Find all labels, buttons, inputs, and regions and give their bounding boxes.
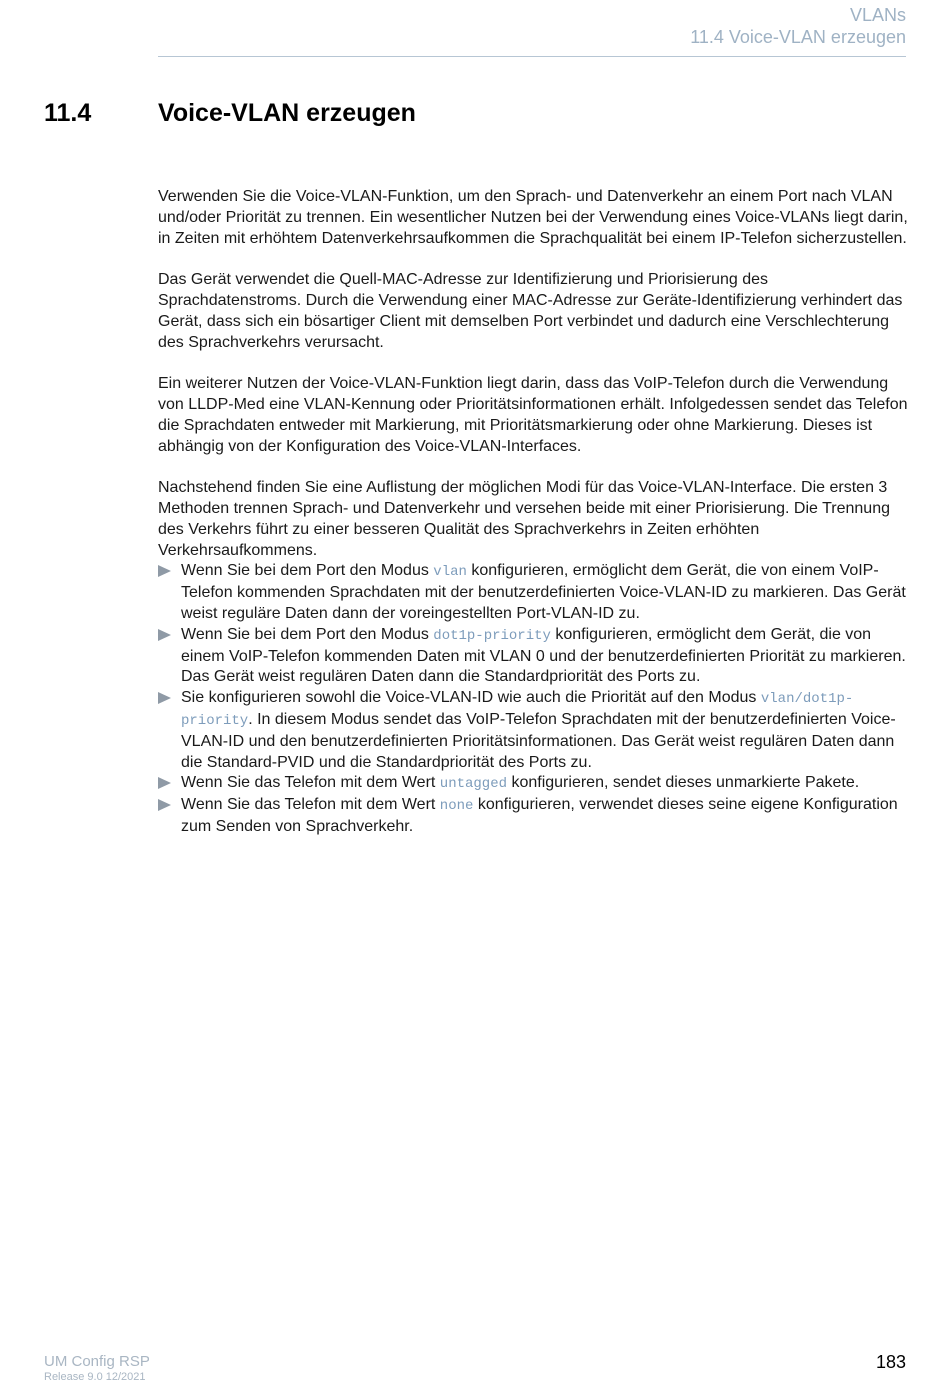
triangle-bullet-icon xyxy=(158,565,171,577)
code-term: untagged xyxy=(439,776,508,793)
footer-document-info xyxy=(44,1353,150,1384)
list-item xyxy=(158,773,908,795)
list-item-text: . In diesem Modus sendet das VoIP-Telefon Sprachdaten mit der benutzerdefinierten Voice-VLAN-ID und den benutzerdefinierten Prioritätsinformationen. Das Gerät weist regulären Daten dann die Standard-PVID und die Standardpriorität des Ports zu. xyxy=(181,710,896,771)
code-term: dot1p-priority xyxy=(433,627,551,644)
section-heading xyxy=(44,98,416,128)
section-number: 11.4 xyxy=(44,99,92,127)
list-item-text: konfigurieren, sendet dieses unmarkierte Pakete. xyxy=(507,774,860,792)
list-item-text: Wenn Sie das Telefon mit dem Wert xyxy=(181,796,440,814)
code-term: vlan xyxy=(433,564,467,581)
footer-release: Release 9.0 12/2021 xyxy=(44,1371,146,1383)
running-header xyxy=(690,4,906,48)
code-term: none xyxy=(439,798,474,815)
header-divider xyxy=(158,56,906,57)
list-item xyxy=(158,688,908,773)
list-item-text: konfigurieren, ermöglicht dem Gerät, die von einem VoIP-Telefon kommenden Sprachdaten mit der benutzerdefinierten Voice-VLAN-ID zu markieren. Das Gerät weist reguläre Daten dann der voreingestellten Port-VLAN-ID zu. xyxy=(181,562,906,622)
paragraph: Das Gerät verwendet die Quell-MAC-Adresse zur Identifizierung und Priorisierung des Sprachdatenstroms. Durch die Verwendung einer MAC-Adresse zur Geräte-Identifizierung verhindert das Gerät, dass sich ein bösartiger Client mit demselben Port verbindet und dadurch eine Verschlechterung des Sprachverkehrs verursacht. xyxy=(158,271,903,351)
triangle-bullet-icon xyxy=(158,629,171,641)
list-item-text: Wenn Sie bei dem Port den Modus xyxy=(181,562,434,580)
running-header-section: 11.4 Voice-VLAN erzeugen xyxy=(690,27,906,47)
list-item xyxy=(158,625,908,688)
page-number: 183 xyxy=(875,1352,906,1372)
list-item-text: konfigurieren, verwendet dieses seine eigene Konfiguration zum Senden von Sprachverkehr. xyxy=(181,796,898,835)
code-term: vlan/dot1p-priority xyxy=(181,691,854,729)
running-header-chapter: VLANs xyxy=(849,5,906,25)
list-item-text: konfigurieren, ermöglicht dem Gerät, die von einem VoIP-Telefon kommenden Daten mit VLAN 0 und der benutzerdefinierten Priorität zu markieren. Das Gerät weist regulären Daten dann die Standardpriorität des Ports zu. xyxy=(181,625,906,686)
triangle-bullet-icon xyxy=(158,692,171,704)
section-body xyxy=(158,187,908,838)
section-title: Voice-VLAN erzeugen xyxy=(158,99,416,127)
footer-document-name: UM Config RSP xyxy=(44,1353,150,1370)
paragraph: Ein weiterer Nutzen der Voice-VLAN-Funktion liegt darin, dass das VoIP-Telefon durch die Verwendung von LLDP-Med eine VLAN-Kennung oder Prioritätsinformationen erhält. Infolgedessen sendet das Telefon die Sprachdaten entweder mit Markierung, mit Prioritätsmarkierung oder ohne Markierung. Dieses ist abhängig von der Konfiguration des Voice-VLAN-Interfaces. xyxy=(158,375,908,455)
list-item-text: Wenn Sie bei dem Port den Modus xyxy=(181,625,434,643)
triangle-bullet-icon xyxy=(158,777,171,789)
list-item-text: Sie konfigurieren sowohl die Voice-VLAN-ID wie auch die Priorität auf den Modus xyxy=(181,689,761,707)
list-item-text: Wenn Sie das Telefon mit dem Wert xyxy=(181,774,440,792)
list-item xyxy=(158,561,908,624)
list-item xyxy=(158,795,908,838)
triangle-bullet-icon xyxy=(158,799,171,811)
paragraph: Verwenden Sie die Voice-VLAN-Funktion, um den Sprach- und Datenverkehr an einem Port nach VLAN und/oder Priorität zu trennen. Ein wesentlicher Nutzen bei der Verwendung eines Voice-VLANs liegt darin, in Zeiten mit erhöhtem Datenverkehrsaufkommen die Sprachqualität bei einem IP-Telefon sicherzustellen. xyxy=(158,188,908,247)
mode-list xyxy=(158,561,908,837)
paragraph: Nachstehend finden Sie eine Auflistung der möglichen Modi für das Voice-VLAN-Interface. Die ersten 3 Methoden trennen Sprach- und Datenverkehr und versehen beide mit einer Priorisierung. Die Trennung des Verkehrs führt zu einer besseren Qualität des Sprachverkehrs in Zeiten erhöhten Verkehrsaufkommens. xyxy=(158,479,890,559)
